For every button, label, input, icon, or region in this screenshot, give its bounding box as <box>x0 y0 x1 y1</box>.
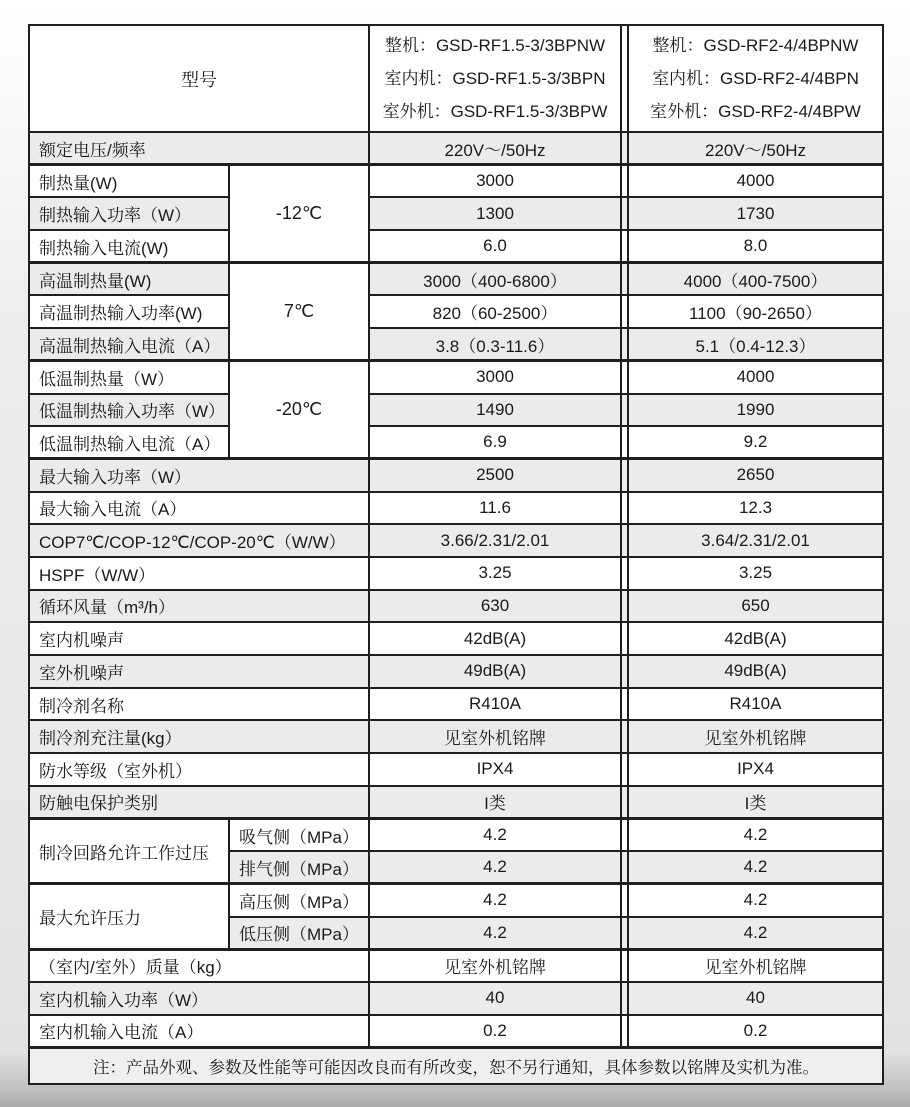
column-gap <box>621 590 628 623</box>
value-cell: 4000 <box>628 165 883 198</box>
column-gap <box>621 328 628 361</box>
value-cell: 见室外机铭牌 <box>628 949 883 982</box>
table-row <box>29 132 883 165</box>
column-gap <box>621 884 628 917</box>
model-line: 室外机：GSD-RF2-4/4BPW <box>650 102 861 121</box>
table-row <box>29 720 883 753</box>
column-gap <box>621 263 628 296</box>
value-cell: 12.3 <box>628 492 883 525</box>
value-cell: 5.1（0.4-12.3） <box>628 328 883 361</box>
row-label: 室外机噪声 <box>29 655 369 688</box>
column-gap <box>621 295 628 328</box>
table-row <box>29 590 883 623</box>
table-row <box>29 524 883 557</box>
row-label: 制热输入电流(W) <box>29 230 229 263</box>
value-cell: 3.25 <box>369 557 621 590</box>
value-cell: 3000 <box>369 361 621 394</box>
value-cell: 见室外机铭牌 <box>369 720 621 753</box>
column-gap <box>621 524 628 557</box>
column-gap <box>621 492 628 525</box>
value-cell: 3000（400-6800） <box>369 263 621 296</box>
model-line: 整机：GSD-RF2-4/4BPNW <box>652 36 859 55</box>
row-label: 高温制热量(W) <box>29 263 229 296</box>
row-label: HSPF（W/W） <box>29 557 369 590</box>
model-line: 室内机：GSD-RF1.5-3/3BPN <box>384 69 606 88</box>
value-cell: 2500 <box>369 459 621 492</box>
row-label: 室内机输入功率（W） <box>29 982 369 1015</box>
table-row <box>29 753 883 786</box>
table-row <box>29 818 883 851</box>
column-gap <box>621 197 628 230</box>
value-cell: IPX4 <box>628 753 883 786</box>
value-cell: 49dB(A) <box>369 655 621 688</box>
table-row <box>29 459 883 492</box>
column-gap <box>621 1015 628 1048</box>
row-label: 室内机噪声 <box>29 622 369 655</box>
table-row <box>29 688 883 721</box>
value-cell: 4.2 <box>628 884 883 917</box>
table-row <box>29 557 883 590</box>
table-row <box>29 426 883 459</box>
temperature-cell: -20℃ <box>229 361 369 459</box>
row-label: 制热输入功率（W） <box>29 197 229 230</box>
value-cell: 3.66/2.31/2.01 <box>369 524 621 557</box>
sub-label: 高压侧（MPa） <box>229 884 369 917</box>
value-cell: 1730 <box>628 197 883 230</box>
table-row <box>29 982 883 1015</box>
value-cell: 4.2 <box>628 851 883 884</box>
sub-label: 吸气侧（MPa） <box>229 818 369 851</box>
value-cell: 1100（90-2650） <box>628 295 883 328</box>
value-cell: 820（60-2500） <box>369 295 621 328</box>
value-cell: 1490 <box>369 394 621 427</box>
value-cell: 4.2 <box>628 917 883 950</box>
value-cell: 2650 <box>628 459 883 492</box>
column-gap <box>621 230 628 263</box>
column-gap <box>621 361 628 394</box>
value-cell: 42dB(A) <box>628 622 883 655</box>
column-gap <box>621 557 628 590</box>
table-row <box>29 884 883 917</box>
column-gap <box>621 851 628 884</box>
column-gap <box>621 753 628 786</box>
column-gap <box>621 720 628 753</box>
value-cell: 3.64/2.31/2.01 <box>628 524 883 557</box>
row-label: 制冷剂名称 <box>29 688 369 721</box>
value-cell: 0.2 <box>628 1015 883 1048</box>
model-line: 室外机：GSD-RF1.5-3/3BPW <box>382 102 608 121</box>
column-gap <box>621 459 628 492</box>
column-gap <box>621 165 628 198</box>
value-cell: 4.2 <box>628 818 883 851</box>
temperature-cell: 7℃ <box>229 263 369 361</box>
value-cell: 11.6 <box>369 492 621 525</box>
column-gap <box>621 949 628 982</box>
model-cell <box>369 25 621 132</box>
column-gap <box>621 818 628 851</box>
column-gap <box>621 982 628 1015</box>
footer-note: 注：产品外观、参数及性能等可能因改良而有所改变，恕不另行通知，具体参数以铭牌及实机为准。 <box>29 1047 883 1084</box>
table-row <box>29 165 883 198</box>
group-label: 制冷回路允许工作过压 <box>29 818 229 883</box>
column-gap <box>621 655 628 688</box>
value-cell: R410A <box>369 688 621 721</box>
value-cell: 4.2 <box>369 851 621 884</box>
model-cell <box>628 25 883 132</box>
table-row <box>29 786 883 819</box>
sub-label: 排气侧（MPa） <box>229 851 369 884</box>
value-cell: 见室外机铭牌 <box>369 949 621 982</box>
value-cell: 6.0 <box>369 230 621 263</box>
value-cell: 49dB(A) <box>628 655 883 688</box>
value-cell: 4.2 <box>369 917 621 950</box>
value-cell: 3.25 <box>628 557 883 590</box>
model-line: 整机：GSD-RF1.5-3/3BPNW <box>384 36 606 55</box>
row-label: 高温制热输入电流（A） <box>29 328 229 361</box>
column-gap <box>621 622 628 655</box>
row-label: 最大输入电流（A） <box>29 492 369 525</box>
table-row <box>29 1015 883 1048</box>
table-row <box>29 361 883 394</box>
value-cell: I类 <box>369 786 621 819</box>
row-label: 制冷剂充注量(kg） <box>29 720 369 753</box>
value-cell: 42dB(A) <box>369 622 621 655</box>
value-cell: I类 <box>628 786 883 819</box>
value-cell: 1300 <box>369 197 621 230</box>
row-label: 防触电保护类别 <box>29 786 369 819</box>
row-label: 低温制热输入功率（W） <box>29 394 229 427</box>
row-label: 防水等级（室外机） <box>29 753 369 786</box>
value-cell: 40 <box>628 982 883 1015</box>
row-label: 低温制热输入电流（A） <box>29 426 229 459</box>
model-line: 室内机：GSD-RF2-4/4BPN <box>652 69 859 88</box>
row-label: COP7℃/COP-12℃/COP-20℃（W/W） <box>29 524 369 557</box>
value-cell: 3000 <box>369 165 621 198</box>
table-row <box>29 230 883 263</box>
table-row <box>29 949 883 982</box>
column-gap <box>621 132 628 165</box>
table-row <box>29 295 883 328</box>
group-label: 最大允许压力 <box>29 884 229 949</box>
row-label: 制热量(W) <box>29 165 229 198</box>
value-cell: 6.9 <box>369 426 621 459</box>
column-gap <box>621 426 628 459</box>
column-gap <box>621 394 628 427</box>
row-label: 高温制热输入功率(W) <box>29 295 229 328</box>
row-label: 最大输入功率（W） <box>29 459 369 492</box>
value-cell: IPX4 <box>369 753 621 786</box>
value-cell: 0.2 <box>369 1015 621 1048</box>
row-label: 低温制热量（W） <box>29 361 229 394</box>
value-cell: R410A <box>628 688 883 721</box>
row-label: 循环风量（m³/h） <box>29 590 369 623</box>
column-gap <box>621 786 628 819</box>
table-row <box>29 492 883 525</box>
value-cell: 4000 <box>628 361 883 394</box>
value-cell: 630 <box>369 590 621 623</box>
value-cell: 4000（400-7500） <box>628 263 883 296</box>
value-cell: 见室外机铭牌 <box>628 720 883 753</box>
value-cell: 4.2 <box>369 884 621 917</box>
table-row <box>29 263 883 296</box>
value-cell: 4.2 <box>369 818 621 851</box>
row-label: 室内机输入电流（A） <box>29 1015 369 1048</box>
value-cell: 9.2 <box>628 426 883 459</box>
table-row <box>29 197 883 230</box>
sub-label: 低压侧（MPa） <box>229 917 369 950</box>
row-label: （室内/室外）质量（kg） <box>29 949 369 982</box>
table-row <box>29 655 883 688</box>
value-cell: 40 <box>369 982 621 1015</box>
column-gap <box>621 688 628 721</box>
spec-table <box>28 24 884 1085</box>
column-gap <box>621 25 628 132</box>
row-label: 额定电压/频率 <box>29 132 369 165</box>
table-row <box>29 394 883 427</box>
column-gap <box>621 917 628 950</box>
value-cell: 650 <box>628 590 883 623</box>
value-cell: 8.0 <box>628 230 883 263</box>
temperature-cell: -12℃ <box>229 165 369 263</box>
table-row <box>29 328 883 361</box>
model-header-label: 型号 <box>29 25 369 132</box>
value-cell: 220V～/50Hz <box>369 132 621 165</box>
value-cell: 220V～/50Hz <box>628 132 883 165</box>
value-cell: 3.8（0.3-11.6） <box>369 328 621 361</box>
value-cell: 1990 <box>628 394 883 427</box>
table-row <box>29 622 883 655</box>
